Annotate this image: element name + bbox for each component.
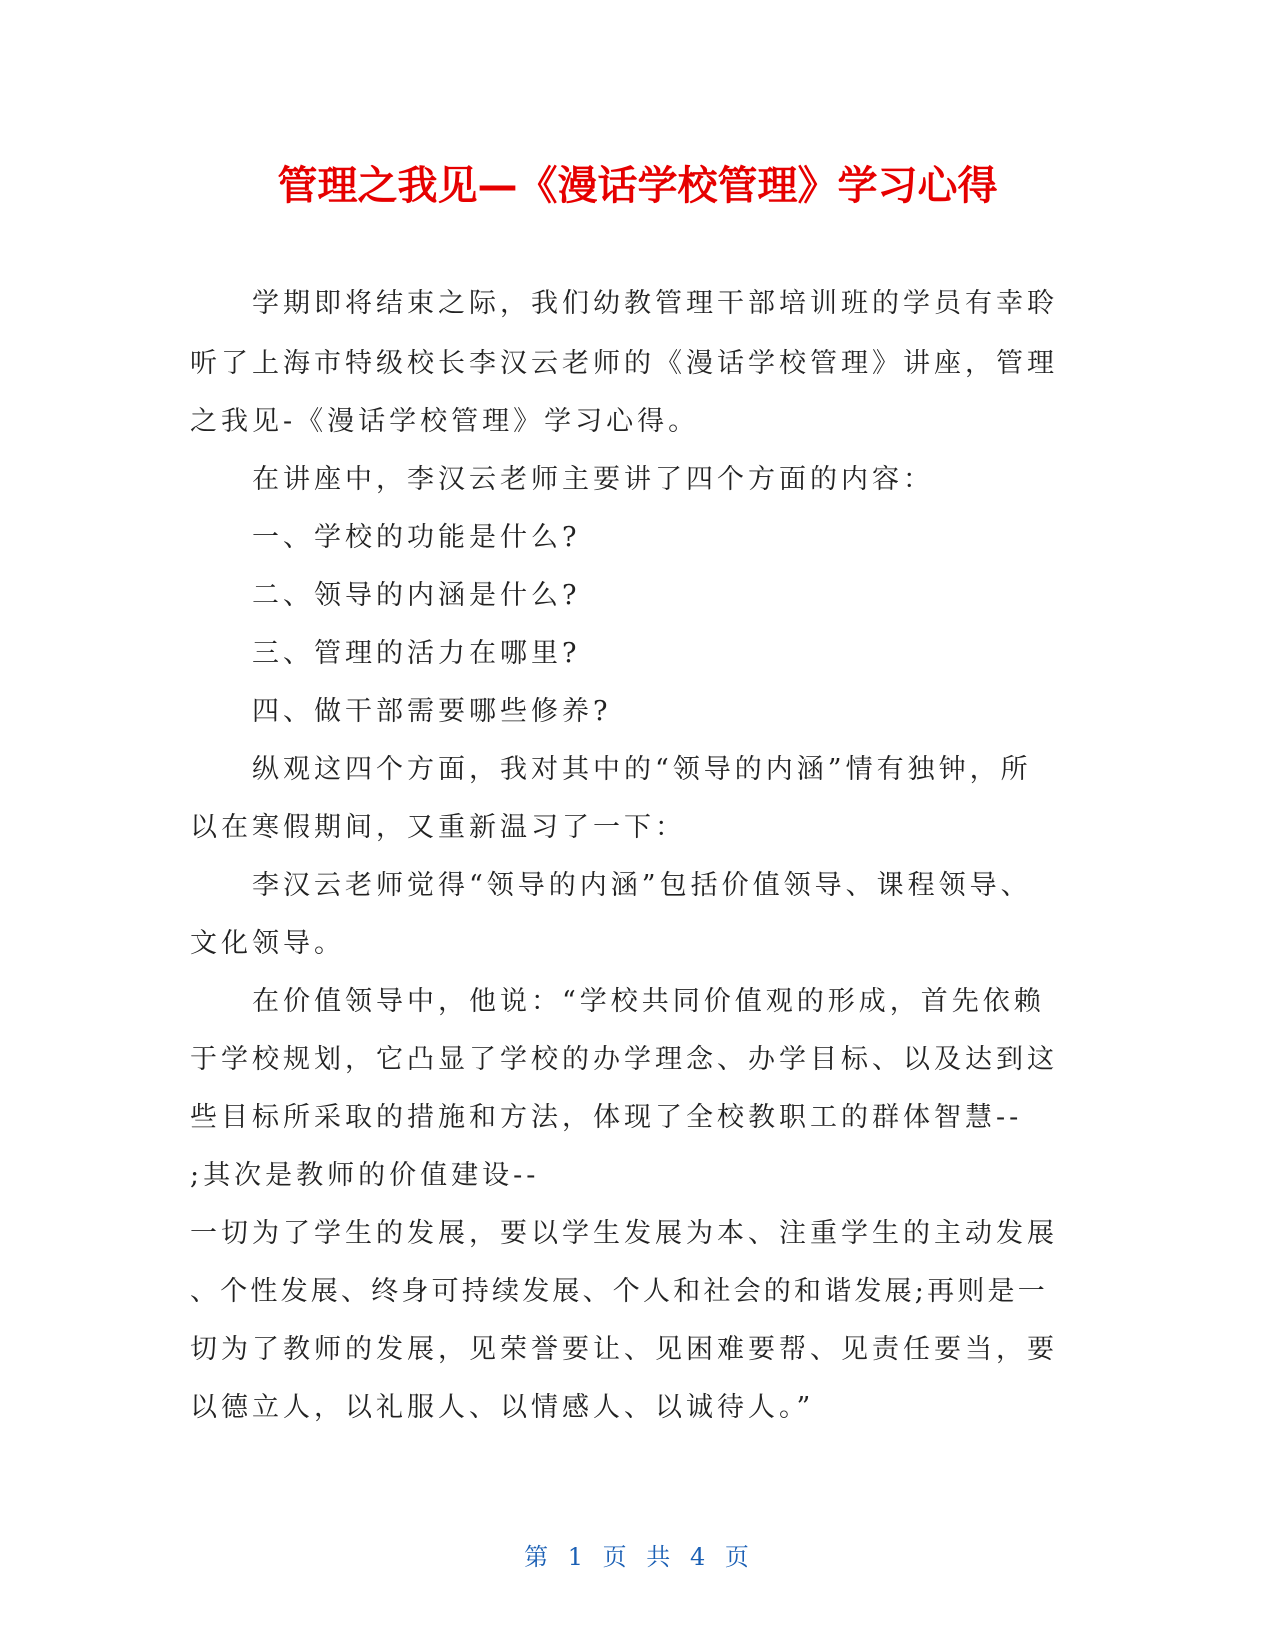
paragraph-line-12: ;其次是教师的价值建设-- xyxy=(190,1160,540,1191)
paragraph-line-13: 一切为了学生的发展，要以学生发展为本、注重学生的主动发展 xyxy=(190,1218,1058,1249)
paragraph-line-9: 在价值领导中，他说：“学校共同价值观的形成，首先依赖 xyxy=(252,986,1045,1017)
list-item-4: 四、做干部需要哪些修养? xyxy=(252,696,612,727)
paragraph-line-16: 以德立人，以礼服人、以情感人、以诚待人。” xyxy=(190,1392,815,1423)
list-item-1: 一、学校的功能是什么? xyxy=(252,522,581,553)
paragraph-line-14: 、个性发展、终身可持续发展、个人和社会的和谐发展;再则是一 xyxy=(190,1276,1048,1307)
list-item-2: 二、领导的内涵是什么? xyxy=(252,580,581,611)
paragraph-line-11: 些目标所采取的措施和方法，体现了全校教职工的群体智慧-- xyxy=(190,1102,1023,1133)
paragraph-line-8: 文化领导。 xyxy=(190,928,345,959)
document-title: 管理之我见—《漫话学校管理》学习心得 xyxy=(277,163,998,209)
paragraph-line-10: 于学校规划，它凸显了学校的办学理念、办学目标、以及达到这 xyxy=(190,1044,1058,1075)
list-item-3: 三、管理的活力在哪里? xyxy=(252,638,581,669)
paragraph-line-4: 在讲座中，李汉云老师主要讲了四个方面的内容： xyxy=(252,464,934,495)
paragraph-line-5: 纵观这四个方面，我对其中的“领导的内涵”情有独钟，所 xyxy=(252,754,1032,785)
page-footer: 第 1 页 共 4 页 xyxy=(524,1543,751,1571)
paragraph-line-15: 切为了教师的发展，见荣誉要让、见困难要帮、见责任要当，要 xyxy=(190,1334,1058,1365)
paragraph-line-7: 李汉云老师觉得“领导的内涵”包括价值领导、课程领导、 xyxy=(252,870,1032,901)
paragraph-line-1: 学期即将结束之际，我们幼教管理干部培训班的学员有幸聆 xyxy=(252,288,1058,319)
paragraph-line-2: 听了上海市特级校长李汉云老师的《漫话学校管理》讲座，管理 xyxy=(190,348,1058,379)
paragraph-line-3: 之我见-《漫话学校管理》学习心得。 xyxy=(190,406,700,437)
paragraph-line-6: 以在寒假期间，又重新温习了一下： xyxy=(190,812,686,843)
